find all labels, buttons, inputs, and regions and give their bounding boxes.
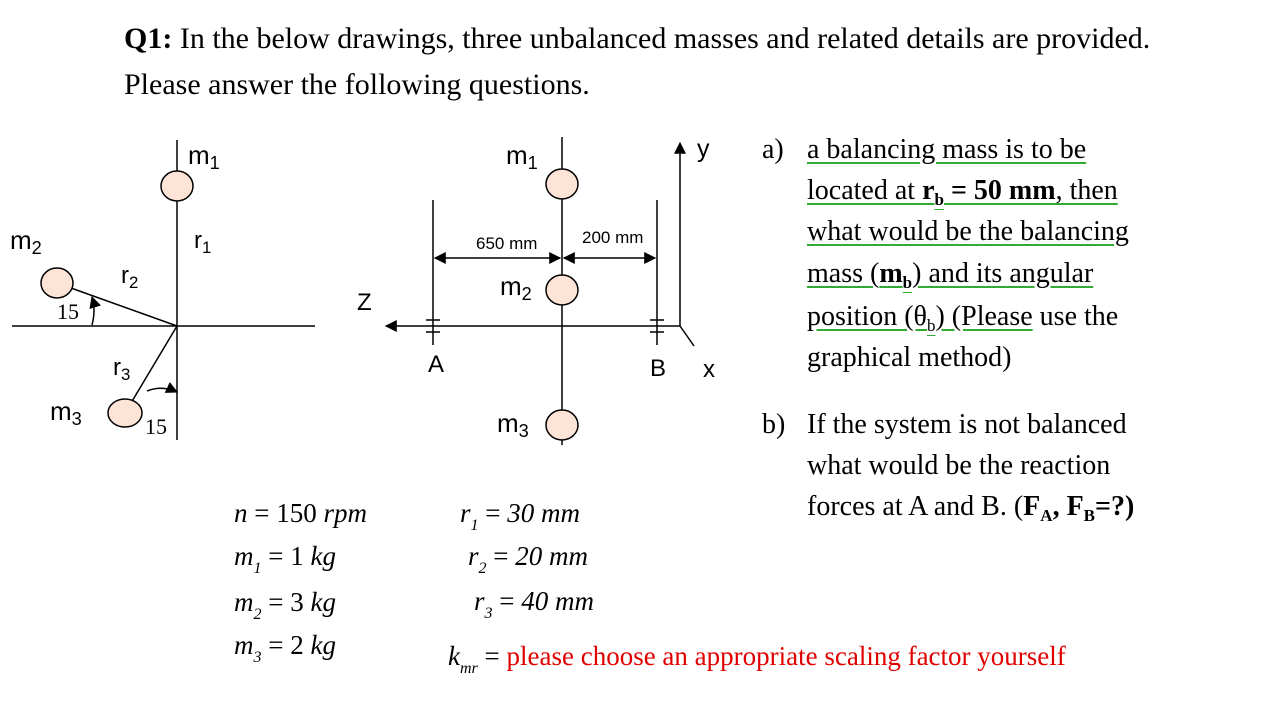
mass-m2-center <box>546 275 578 305</box>
center-figure <box>357 135 715 445</box>
given-m2: $m_2 = 3$ kg <box>234 587 336 623</box>
mass-m1 <box>161 171 193 201</box>
label-m2: m2 <box>10 225 42 258</box>
label-m1: m1 <box>188 140 220 173</box>
question-b-label: b) <box>762 409 786 440</box>
label-z: Z <box>357 289 372 316</box>
kmr-instruction: please choose an appropriate scaling factor yourself <box>506 641 1066 671</box>
mass-m1-center <box>546 169 578 199</box>
label-r3: $r_3$ <box>113 354 131 384</box>
question-a-line3: what would be the balancing <box>807 216 1129 247</box>
title-text-line2: Please answer the following questions. <box>124 68 590 101</box>
label-r1: $r_1$ <box>194 227 212 257</box>
given-m3: $m_3 = 2$ kg <box>234 630 336 666</box>
given-r1: $r_1 = 30$ mm <box>460 498 580 534</box>
label-angle3: 15 <box>145 414 167 439</box>
label-a: A <box>428 351 445 378</box>
given-m1: $m_1 = 1$ kg <box>234 541 336 577</box>
question-a-line1: a balancing mass is to be <box>807 134 1087 165</box>
mass-m3 <box>108 399 142 427</box>
label-y: y <box>697 135 710 163</box>
question-b-line2: what would be the reaction <box>807 450 1111 481</box>
label-m3: m3 <box>50 396 82 429</box>
angle-arrow-2 <box>92 297 94 325</box>
given-kmr: $k_{mr}$ = please choose an appropriate scaling factor yourself <box>448 641 1066 677</box>
label-x: x <box>703 356 715 383</box>
question-label: Q1: <box>124 22 173 55</box>
question-a-line2: located at $r_b = 50$ mm, then <box>807 175 1118 209</box>
label-m1-center: m1 <box>506 140 538 173</box>
x-axis <box>680 326 694 346</box>
label-200mm: 200 mm <box>582 228 644 247</box>
question-a-line4: mass $(m_b)$ and its angular <box>807 258 1094 292</box>
question-b-line3: forces at A and B. ($F_A$, $F_B=$?) <box>807 491 1135 525</box>
mass-m2 <box>41 268 73 298</box>
left-figure <box>10 140 315 440</box>
angle-arrow-3 <box>147 388 177 392</box>
question-b-line1: If the system is not balanced <box>807 409 1127 440</box>
title-text-line1: In the below drawings, three unbalanced masses and related details are provided. <box>172 22 1151 55</box>
mass-m3-center <box>546 410 578 440</box>
question-a-label: a) <box>762 134 784 165</box>
label-b: B <box>650 355 667 382</box>
label-650mm: 650 mm <box>476 234 538 253</box>
question-a-line6: graphical method) <box>807 342 1012 373</box>
label-angle2: 15 <box>57 299 79 324</box>
label-r2: $r_2$ <box>121 262 139 292</box>
label-m2-center: m2 <box>500 271 532 304</box>
given-r3: $r_3 = 40$ mm <box>474 586 594 622</box>
label-m3-center: m3 <box>497 408 529 441</box>
given-r2: $r_2 = 20$ mm <box>468 541 588 577</box>
question-a-line5: position $(\theta_b)$ (Please use the <box>807 301 1119 335</box>
given-n: n = 150 rpm <box>234 498 367 528</box>
